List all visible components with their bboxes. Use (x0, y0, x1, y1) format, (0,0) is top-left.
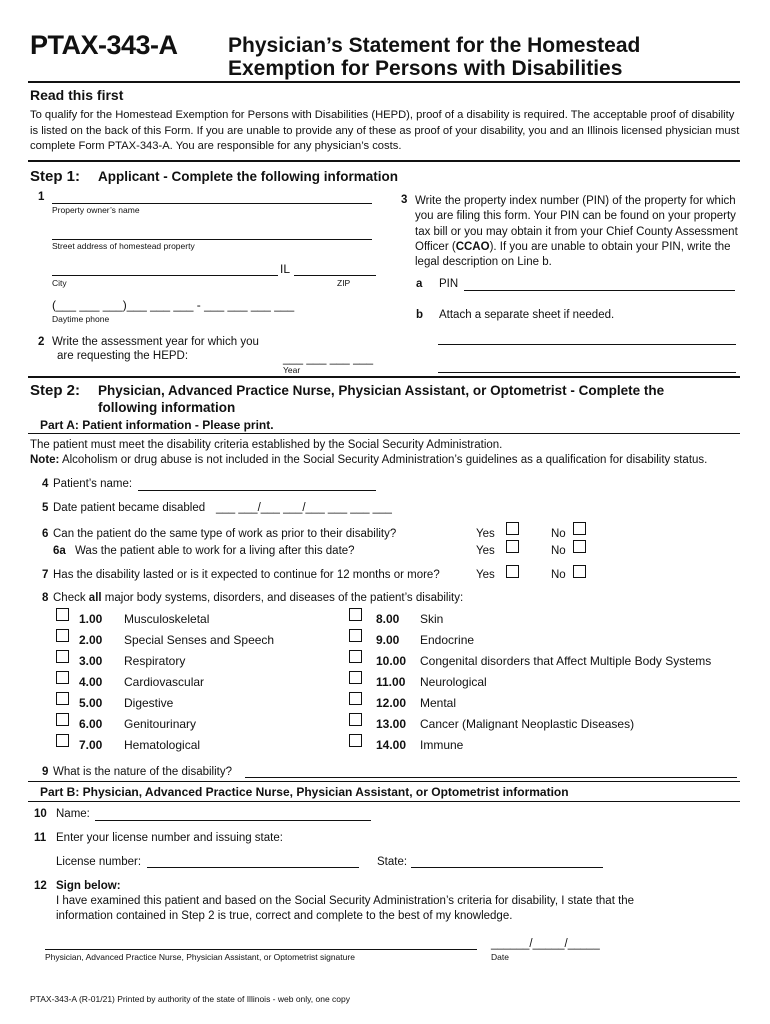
body-system-checkbox[interactable] (56, 671, 69, 684)
step1-item2-number: 2 (38, 336, 45, 348)
q9-text: What is the nature of the disability? (53, 766, 232, 778)
body-system-name: Neurological (420, 675, 487, 689)
city-field[interactable] (52, 275, 278, 276)
body-system-code: 12.00 (376, 696, 407, 710)
physician-name-field[interactable] (95, 820, 371, 821)
footer-text: PTAX-343-A (R-01/21) Printed by authority of the state of Illinois - web only, one copy (30, 994, 351, 1004)
q7-no-checkbox[interactable] (573, 565, 586, 578)
form-title-line1: Physician’s Statement for the Homestead (228, 34, 641, 57)
part-b-divider (28, 801, 740, 802)
step2-label: Step 2: (30, 382, 81, 399)
step1-divider (28, 160, 740, 162)
step2-divider (28, 376, 740, 378)
step1-heading: Applicant - Complete the following information (98, 169, 398, 184)
license-number-label: License number: (56, 856, 142, 868)
assessment-year-text-2: are requesting the HEPD: (57, 350, 189, 362)
sign-below-title: Sign below: (56, 880, 121, 892)
intro-paragraph: To qualify for the Homestead Exemption for Persons with Disabilities (HEPD), proof of a disability is required. The acceptable proof of disability is listed on the back of this Form. If you are unable to provide any of these as proof of your disability, you and an Illinois licensed physician must complete Form PTAX-343-A. You are responsible for any physician’s costs. (30, 109, 740, 152)
disabled-date-field[interactable]: ___ ___/___ ___/___ ___ ___ ___ (216, 502, 392, 514)
q5-number: 5 (42, 502, 49, 514)
zip-field[interactable] (294, 275, 376, 276)
body-system-code: 13.00 (376, 717, 407, 731)
step1-item1-number: 1 (38, 191, 45, 203)
q6-no-label: No (551, 528, 566, 540)
q10-number: 10 (34, 808, 47, 820)
body-system-checkbox[interactable] (56, 713, 69, 726)
q6-yes-checkbox[interactable] (506, 522, 519, 535)
body-system-checkbox[interactable] (349, 734, 362, 747)
step2-heading-1: Physician, Advanced Practice Nurse, Physician Assistant, or Optometrist - Complete the (98, 383, 665, 398)
signature-field[interactable] (45, 949, 477, 950)
assessment-year-field[interactable]: ___ ___ ___ ___ (283, 351, 374, 365)
body-system-code: 3.00 (79, 654, 103, 668)
q6-text: Can the patient do the same type of work as prior to their disability? (53, 528, 397, 540)
body-system-code: 9.00 (376, 633, 400, 647)
q6-yes-label: Yes (476, 528, 495, 540)
q6a-no-label: No (551, 545, 566, 557)
q6a-text: Was the patient able to work for a living after this date? (75, 545, 355, 557)
body-system-code: 1.00 (79, 612, 103, 626)
body-system-name: Genitourinary (124, 717, 197, 731)
body-system-code: 11.00 (376, 675, 406, 689)
body-system-code: 14.00 (376, 738, 407, 752)
state-il: IL (280, 262, 291, 276)
q6-number: 6 (42, 528, 49, 540)
q4-number: 4 (42, 478, 49, 490)
street-address-label: Street address of homestead property (52, 241, 195, 251)
year-label: Year (283, 365, 301, 375)
body-system-checkbox[interactable] (56, 629, 69, 642)
body-system-checkbox[interactable] (349, 629, 362, 642)
header-divider (28, 81, 740, 83)
street-address-field[interactable] (52, 239, 372, 240)
legal-description-line-1[interactable] (438, 344, 736, 345)
body-system-name: Congenital disorders that Affect Multiple Body Systems (420, 654, 712, 668)
body-system-name: Hematological (124, 738, 201, 752)
body-system-name: Cancer (Malignant Neoplastic Diseases) (420, 717, 635, 731)
criteria-text: The patient must meet the disability criteria established by the Social Security Administration. (30, 439, 503, 451)
owner-name-label: Property owner’s name (52, 205, 140, 215)
body-system-checkbox[interactable] (56, 650, 69, 663)
body-system-code: 5.00 (79, 696, 103, 710)
part-b-title: Part B: Physician, Advanced Practice Nurse, Physician Assistant, or Optometrist information (40, 785, 569, 799)
license-number-field[interactable] (147, 867, 359, 868)
part-a-title: Part A: Patient information - Please print. (40, 418, 274, 432)
body-system-checkbox[interactable] (56, 608, 69, 621)
step1-label: Step 1: (30, 168, 81, 185)
disabled-date-label: Date patient became disabled (53, 502, 206, 514)
legal-description-label: Attach a separate sheet if needed. (439, 309, 615, 321)
q7-number: 7 (42, 569, 49, 581)
q7-yes-checkbox[interactable] (506, 565, 519, 578)
body-system-name: Mental (420, 696, 457, 710)
phone-field[interactable]: (___ ___ ___)___ ___ ___ - ___ ___ ___ ___ (52, 298, 295, 312)
body-system-code: 8.00 (376, 612, 400, 626)
q7-no-label: No (551, 569, 566, 581)
body-system-name: Respiratory (124, 654, 186, 668)
zip-label: ZIP (337, 278, 351, 288)
body-system-checkbox[interactable] (349, 608, 362, 621)
step1-item3-number: 3 (401, 194, 408, 206)
patient-name-field[interactable] (138, 490, 376, 491)
body-system-checkbox[interactable] (56, 734, 69, 747)
body-system-name: Special Senses and Speech (124, 633, 275, 647)
license-state-field[interactable] (411, 867, 603, 868)
legal-description-line-2[interactable] (438, 372, 736, 373)
pin-field[interactable] (464, 290, 735, 291)
body-system-code: 7.00 (79, 738, 103, 752)
body-system-name: Musculoskeletal (124, 612, 210, 626)
attestation-line-1: I have examined this patient and based on the Social Security Administration’s criteria for disability, I state that the (56, 895, 635, 907)
step2-heading-2: following information (98, 400, 236, 415)
patient-name-label: Patient’s name: (53, 478, 133, 490)
q6a-yes-label: Yes (476, 545, 495, 557)
part-b-top-divider (28, 781, 740, 782)
phone-label: Daytime phone (52, 314, 110, 324)
legal-letter-b: b (416, 309, 424, 321)
date-label: Date (491, 952, 509, 962)
q8-text: Check all major body systems, disorders, and diseases of the patient’s disability: (53, 592, 464, 604)
q6-no-checkbox[interactable] (573, 522, 586, 535)
body-system-code: 6.00 (79, 717, 103, 731)
q9-number: 9 (42, 766, 49, 778)
body-system-code: 2.00 (79, 633, 103, 647)
part-a-divider (28, 433, 740, 434)
q12-number: 12 (34, 880, 47, 892)
q8-number: 8 (42, 592, 49, 604)
assessment-year-text-1: Write the assessment year for which you (52, 336, 259, 348)
pin-instructions: Write the property index number (PIN) of the property for which you are filing this form. Your PIN can be found on your property tax bill or you may obtain it from your Chief County Assessment Officer (CCAO). If you are unable to obtain your PIN, write the legal description on Line b. (415, 195, 738, 269)
body-system-checkbox[interactable] (56, 692, 69, 705)
signature-date-field[interactable]: ______/_____/_____ (491, 938, 600, 950)
q7-yes-label: Yes (476, 569, 495, 581)
form-title (228, 34, 640, 80)
q6a-yes-checkbox[interactable] (506, 540, 519, 553)
city-label: City (52, 278, 67, 288)
license-instructions: Enter your license number and issuing state: (56, 832, 283, 844)
form-id: PTAX-343-A (30, 30, 178, 60)
physician-name-label: Name: (56, 808, 90, 820)
pin-label: PIN (439, 278, 459, 290)
body-system-checkbox[interactable] (349, 650, 362, 663)
disability-nature-field[interactable] (245, 777, 737, 778)
form-title-line2: Exemption for Persons with Disabilities (228, 57, 623, 80)
attestation-line-2: information contained in Step 2 is true, correct and complete to the best of my knowledge. (56, 910, 513, 922)
license-state-label: State: (377, 856, 408, 868)
body-system-code: 10.00 (376, 654, 407, 668)
q6a-no-checkbox[interactable] (573, 540, 586, 553)
signature-label: Physician, Advanced Practice Nurse, Physician Assistant, or Optometrist signature (45, 952, 355, 962)
q11-number: 11 (34, 832, 47, 844)
q6a-number: 6a (53, 545, 66, 557)
body-system-checkbox[interactable] (349, 692, 362, 705)
note-text: Note: Alcoholism or drug abuse is not included in the Social Security Administration’s guidelines as a qualification for disability status. (30, 454, 708, 466)
body-system-name: Immune (420, 738, 464, 752)
body-system-name: Endocrine (420, 633, 475, 647)
owner-name-field[interactable] (52, 203, 372, 204)
body-system-checkbox[interactable] (349, 671, 362, 684)
read-this-first-heading: Read this first (30, 87, 124, 103)
body-system-code: 4.00 (79, 675, 103, 689)
body-system-name: Cardiovascular (124, 675, 205, 689)
pin-letter-a: a (416, 278, 423, 290)
q7-text: Has the disability lasted or is it expected to continue for 12 months or more? (53, 569, 440, 581)
body-system-checkbox[interactable] (349, 713, 362, 726)
body-system-name: Skin (420, 612, 444, 626)
body-system-name: Digestive (124, 696, 174, 710)
